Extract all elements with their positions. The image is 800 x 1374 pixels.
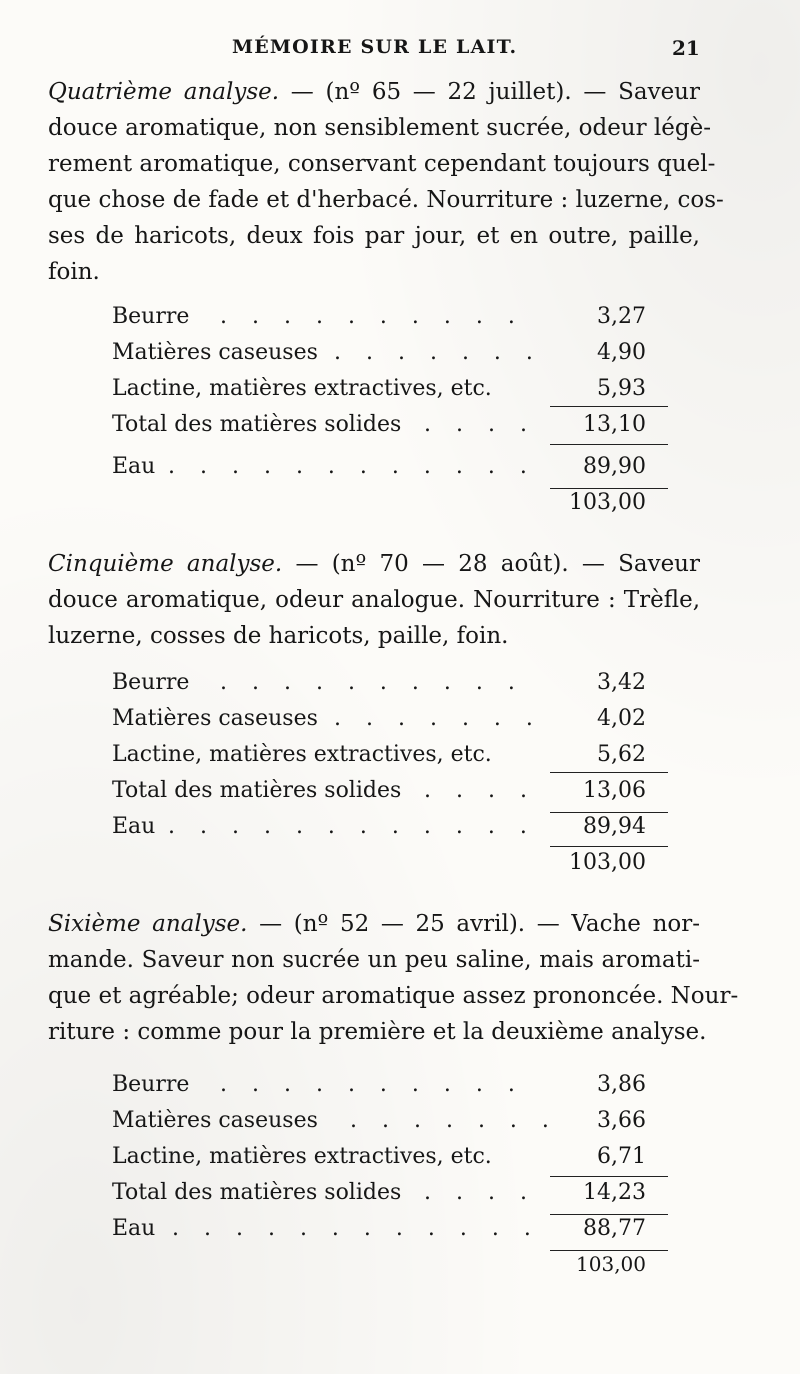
table-row	[112, 1140, 672, 1176]
table-row	[112, 666, 672, 702]
leader-dots: . . . . . . . . . . . .	[168, 454, 536, 479]
table-row	[112, 846, 672, 882]
leader-dots: . . . . . . . . . .	[220, 670, 524, 695]
row-label: Matières caseuses	[112, 340, 318, 365]
row-label: Eau	[112, 814, 156, 839]
paragraph-text: — (nº 65 — 22 juillet). — Saveur	[279, 79, 700, 105]
paragraph-line: foin.	[48, 259, 100, 285]
leader-dots: . . . .	[424, 1180, 536, 1205]
row-label: Lactine, matières extractives, etc.	[112, 742, 492, 767]
table-row	[112, 1176, 672, 1212]
sum-rule	[550, 1250, 668, 1251]
table-row	[112, 810, 672, 846]
row-value: 89,94	[583, 814, 646, 839]
row-label: Eau	[112, 1216, 156, 1241]
sum-rule	[550, 812, 668, 813]
sum-rule	[550, 406, 668, 407]
row-label: Beurre	[112, 670, 190, 695]
row-label: Eau	[112, 454, 156, 479]
row-total-value: 103,00	[576, 1252, 646, 1276]
table-row	[112, 486, 672, 522]
leader-dots: . . . . . . .	[334, 706, 542, 731]
leader-dots: . . . . . . . . . .	[220, 1072, 524, 1097]
leader-dots: . . . . . . . . . . . .	[168, 814, 536, 839]
row-total-value: 103,00	[569, 850, 646, 875]
table-row	[112, 408, 672, 444]
analysis-paragraph-4	[48, 74, 724, 290]
paragraph-text: — (nº 70 — 28 août). — Saveur	[282, 551, 700, 577]
analysis-paragraph-6	[48, 906, 739, 1050]
composition-table-6	[112, 1068, 672, 1284]
paragraph-line	[48, 74, 700, 110]
row-value: 3,66	[597, 1108, 646, 1133]
table-row	[112, 450, 672, 486]
leader-dots: . . . . . . . . . . . .	[172, 1216, 540, 1241]
row-label: Total des matières solides	[112, 1180, 402, 1205]
paragraph-line: ses de haricots, deux fois par jour, et en outre, paille,	[48, 223, 700, 249]
row-value: 3,27	[597, 304, 646, 329]
row-value: 89,90	[583, 454, 646, 479]
table-row	[112, 702, 672, 738]
table-row	[112, 738, 672, 774]
analysis-heading: Quatrième analyse.	[48, 79, 280, 105]
sum-rule	[550, 1214, 668, 1215]
row-value: 3,42	[597, 670, 646, 695]
row-label: Total des matières solides	[112, 412, 402, 437]
row-label: Lactine, matières extractives, etc.	[112, 376, 492, 401]
table-row	[112, 1248, 672, 1284]
table-row	[112, 372, 672, 408]
leader-dots: . . . . . . . . . .	[220, 304, 524, 329]
sum-rule	[550, 1176, 668, 1177]
row-value: 4,02	[597, 706, 646, 731]
table-row	[112, 1104, 672, 1140]
table-row	[112, 336, 672, 372]
leader-dots: . . . .	[424, 778, 536, 803]
paragraph-line: douce aromatique, odeur analogue. Nourriture : Trèfle,	[48, 587, 700, 613]
row-value: 5,62	[597, 742, 646, 767]
row-label: Matières caseuses	[112, 1108, 318, 1133]
paragraph-line	[48, 546, 700, 582]
sum-rule	[550, 444, 668, 445]
sum-rule	[550, 846, 668, 847]
row-value: 3,86	[597, 1072, 646, 1097]
row-total-value: 103,00	[569, 490, 646, 515]
row-value: 88,77	[583, 1216, 646, 1241]
table-row	[112, 1068, 672, 1104]
row-label: Total des matières solides	[112, 778, 402, 803]
row-label: Lactine, matières extractives, etc.	[112, 1144, 492, 1169]
sum-rule	[550, 488, 668, 489]
leader-dots: . . . . . . .	[334, 340, 542, 365]
row-value: 14,23	[583, 1180, 646, 1205]
row-label: Beurre	[112, 304, 190, 329]
page-number: 21	[672, 36, 700, 60]
paragraph-line: que chose de fade et d'herbacé. Nourriture : luzerne, cos-	[48, 187, 724, 213]
row-label: Matières caseuses	[112, 706, 318, 731]
sum-rule	[550, 772, 668, 773]
analysis-paragraph-5	[48, 546, 700, 654]
paragraph-line: rement aromatique, conservant cependant toujours quel-	[48, 151, 716, 177]
analysis-heading: Cinquième analyse.	[48, 551, 283, 577]
table-row	[112, 300, 672, 336]
table-row	[112, 774, 672, 810]
row-value: 13,10	[583, 412, 646, 437]
row-value: 6,71	[597, 1144, 646, 1169]
paragraph-line: luzerne, cosses de haricots, paille, foin.	[48, 623, 509, 649]
composition-table-4	[112, 300, 672, 522]
paragraph-line: douce aromatique, non sensiblement sucrée, odeur légè-	[48, 115, 711, 141]
row-value: 5,93	[597, 376, 646, 401]
running-title: MÉMOIRE SUR LE LAIT.	[232, 36, 518, 58]
leader-dots: . . . . . . .	[350, 1108, 558, 1133]
row-label: Beurre	[112, 1072, 190, 1097]
row-value: 4,90	[597, 340, 646, 365]
analysis-heading: Sixième analyse.	[48, 911, 248, 937]
table-row	[112, 1212, 672, 1248]
paragraph-line	[48, 906, 700, 942]
paragraph-line: riture : comme pour la première et la deuxième analyse.	[48, 1019, 707, 1045]
paragraph-line: mande. Saveur non sucrée un peu saline, mais aromati-	[48, 947, 700, 973]
paragraph-line: que et agréable; odeur aromatique assez prononcée. Nour-	[48, 983, 739, 1009]
paragraph-text: — (nº 52 — 25 avril). — Vache nor-	[247, 911, 700, 937]
composition-table-5	[112, 666, 672, 882]
row-value: 13,06	[583, 778, 646, 803]
leader-dots: . . . .	[424, 412, 536, 437]
